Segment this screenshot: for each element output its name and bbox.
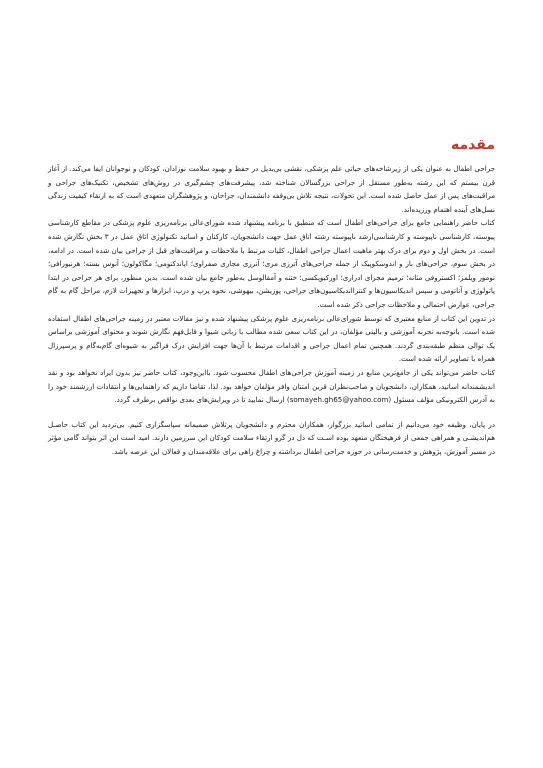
body-text [48, 162, 495, 458]
paragraph-2: کتاب حاضر راهنمایی جامع برای جراحی‌های اطفال است که منطبق با برنامه پیشنهاد شده شورای‌عالی برنامه‌ریزی علوم پزشکی در مقاطع کارشناسی پیوسته، کارشناسی ناپیوسته و کارشناسی‌ارشد ناپیوسته رشته اتاق عمل جهت دانشجویان، کارکنان و اساتید تکنولوژی اتاق عمل در ۳ بخش نگارش شده است. در بخش اول و دوم برای درک بهتر ماهیت اعمال جراحی اطفال، کلیات مرتبط با ملاحظات و مراقبت‌های قبل از جراحی بیان شده است. در ادامه، در بخش سوم، جراحی‌های باز و اندوسکوپیک از جمله جراحی‌های آترزی مری؛ آترزی مجاری صفراوی؛ اپاندکتومی؛ مگاکولون؛ آنوس بسته؛ هرنیورافی؛ تومور ویلمز؛ اکستروفی مثانه؛ ترمیم مجرای ادراری؛ اورکیوپکسی؛ ختنه و آمفالوسل به‌طور جامع بیان شده است. بدین منظور، برای هر جراحی در ابتدا پاتولوژی و آناتومی و سپس اندیکاسیون‌ها و کنترااندیکاسیون‌های جراحی، پوزیشن، بیهوشی، نحوه پرپ و درپ، ابزارها و تجهیزات لازم، مراحل گام به گام جراحی، عوارض احتمالی و ملاحظات جراحی ذکر شده است. [48, 218, 495, 309]
section-heading: مقدمه [451, 137, 495, 153]
paragraph-4: کتاب حاضر می‌تواند یکی از جامع‌ترین منابع در زمینه آموزش جراحی‌های اطفال محسوب شود. بااین‌وجود، کتاب حاضر نیز بدون ایراد نخواهد بود و نقد اندیشمندانه اساتید، همکاران، دانشجویان و صاحب‌نظران قرین امتنان وافر مؤلفان خواهد بود. لذا، تقاضا داریم که راهنمایی‌ها و انتقادات ارزشمند خود را به آدرس الکترونیکی مؤلف مسئول (somayeh.gh65@yahoo.com) ارسال نمایید تا در ویرایش‌های بعدی نواقص برطرف گردد. [48, 367, 495, 405]
paragraph-5: در پایان، وظیفه خود می‌دانیم از تمامی اساتید بزرگوار، همکاران محترم و دانشجویان پرتلاش صمیمانه سپاسگزاری کنیم. بی‌تردید این کتاب حاصـل هم‌اندیشـی و همراهی جمعی از فرهیختگان متعهد بوده اسـت که دل در گرو ارتقاء سلامت کودکان این سرزمین دارند. امید است این اثر بتواند گامی مؤثر در مسیر آموزش، پژوهش و خدمت‌رسانی در حوزه جراحی اطفال برداشته و چراغ راهی برای علاقه‌مندان و فعالان این عرصه باشد. [48, 419, 495, 456]
paragraph-3: در تدوین این کتاب از منابع معتبری که توسط شورای‌عالی برنامه‌ریزی علوم پزشکی پیشنهاد شده و نیز مقالات معتبر در زمینه جراحی‌های اطفال استفاده شده است. باتوجه‌به تجربه آموزشی و بالینی مؤلفان، در این کتاب سعی شده مطالب با زبانی شیوا و قابل‌فهم نگارش شوند و محتوای آموزشی براساس یک توالی منظم طبقه‌بندی گردند. همچنین تمام اعمال جراحی و اقدامات مرتبط با آن‌ها جهت افزایش درک فراگیر به شیوه‌ای گام‌به‌گام و پرسپرزال همراه با تصاویر ارائه شده است. [48, 313, 495, 364]
paragraph-1: جراحی اطفال به عنوان یکی از زیرشاخه‌های حیاتی علم پزشکی، نقشی بی‌بدیل در حفظ و بهبود سلامت نوزادان، کودکان و نوجوانان ایفا می‌کند. از آغاز قرن بیستم که این رشته به‌طور مستقل از جراحی بزرگسالان شناخته شد، پیشرفت‌های چشم‌گیری در روش‌های تشخیص، تکنیک‌های جراحی و مراقبت‌های پس از عمل حاصل شده است. این تحولات، نتیجه تلاش بی‌وقفه دانشمندان، جراحان، و پژوهشگران متعهدی است که به ارتقاء کیفیت زندگی نسل‌های آینده اهتمام ورزیده‌اند. [48, 164, 495, 214]
